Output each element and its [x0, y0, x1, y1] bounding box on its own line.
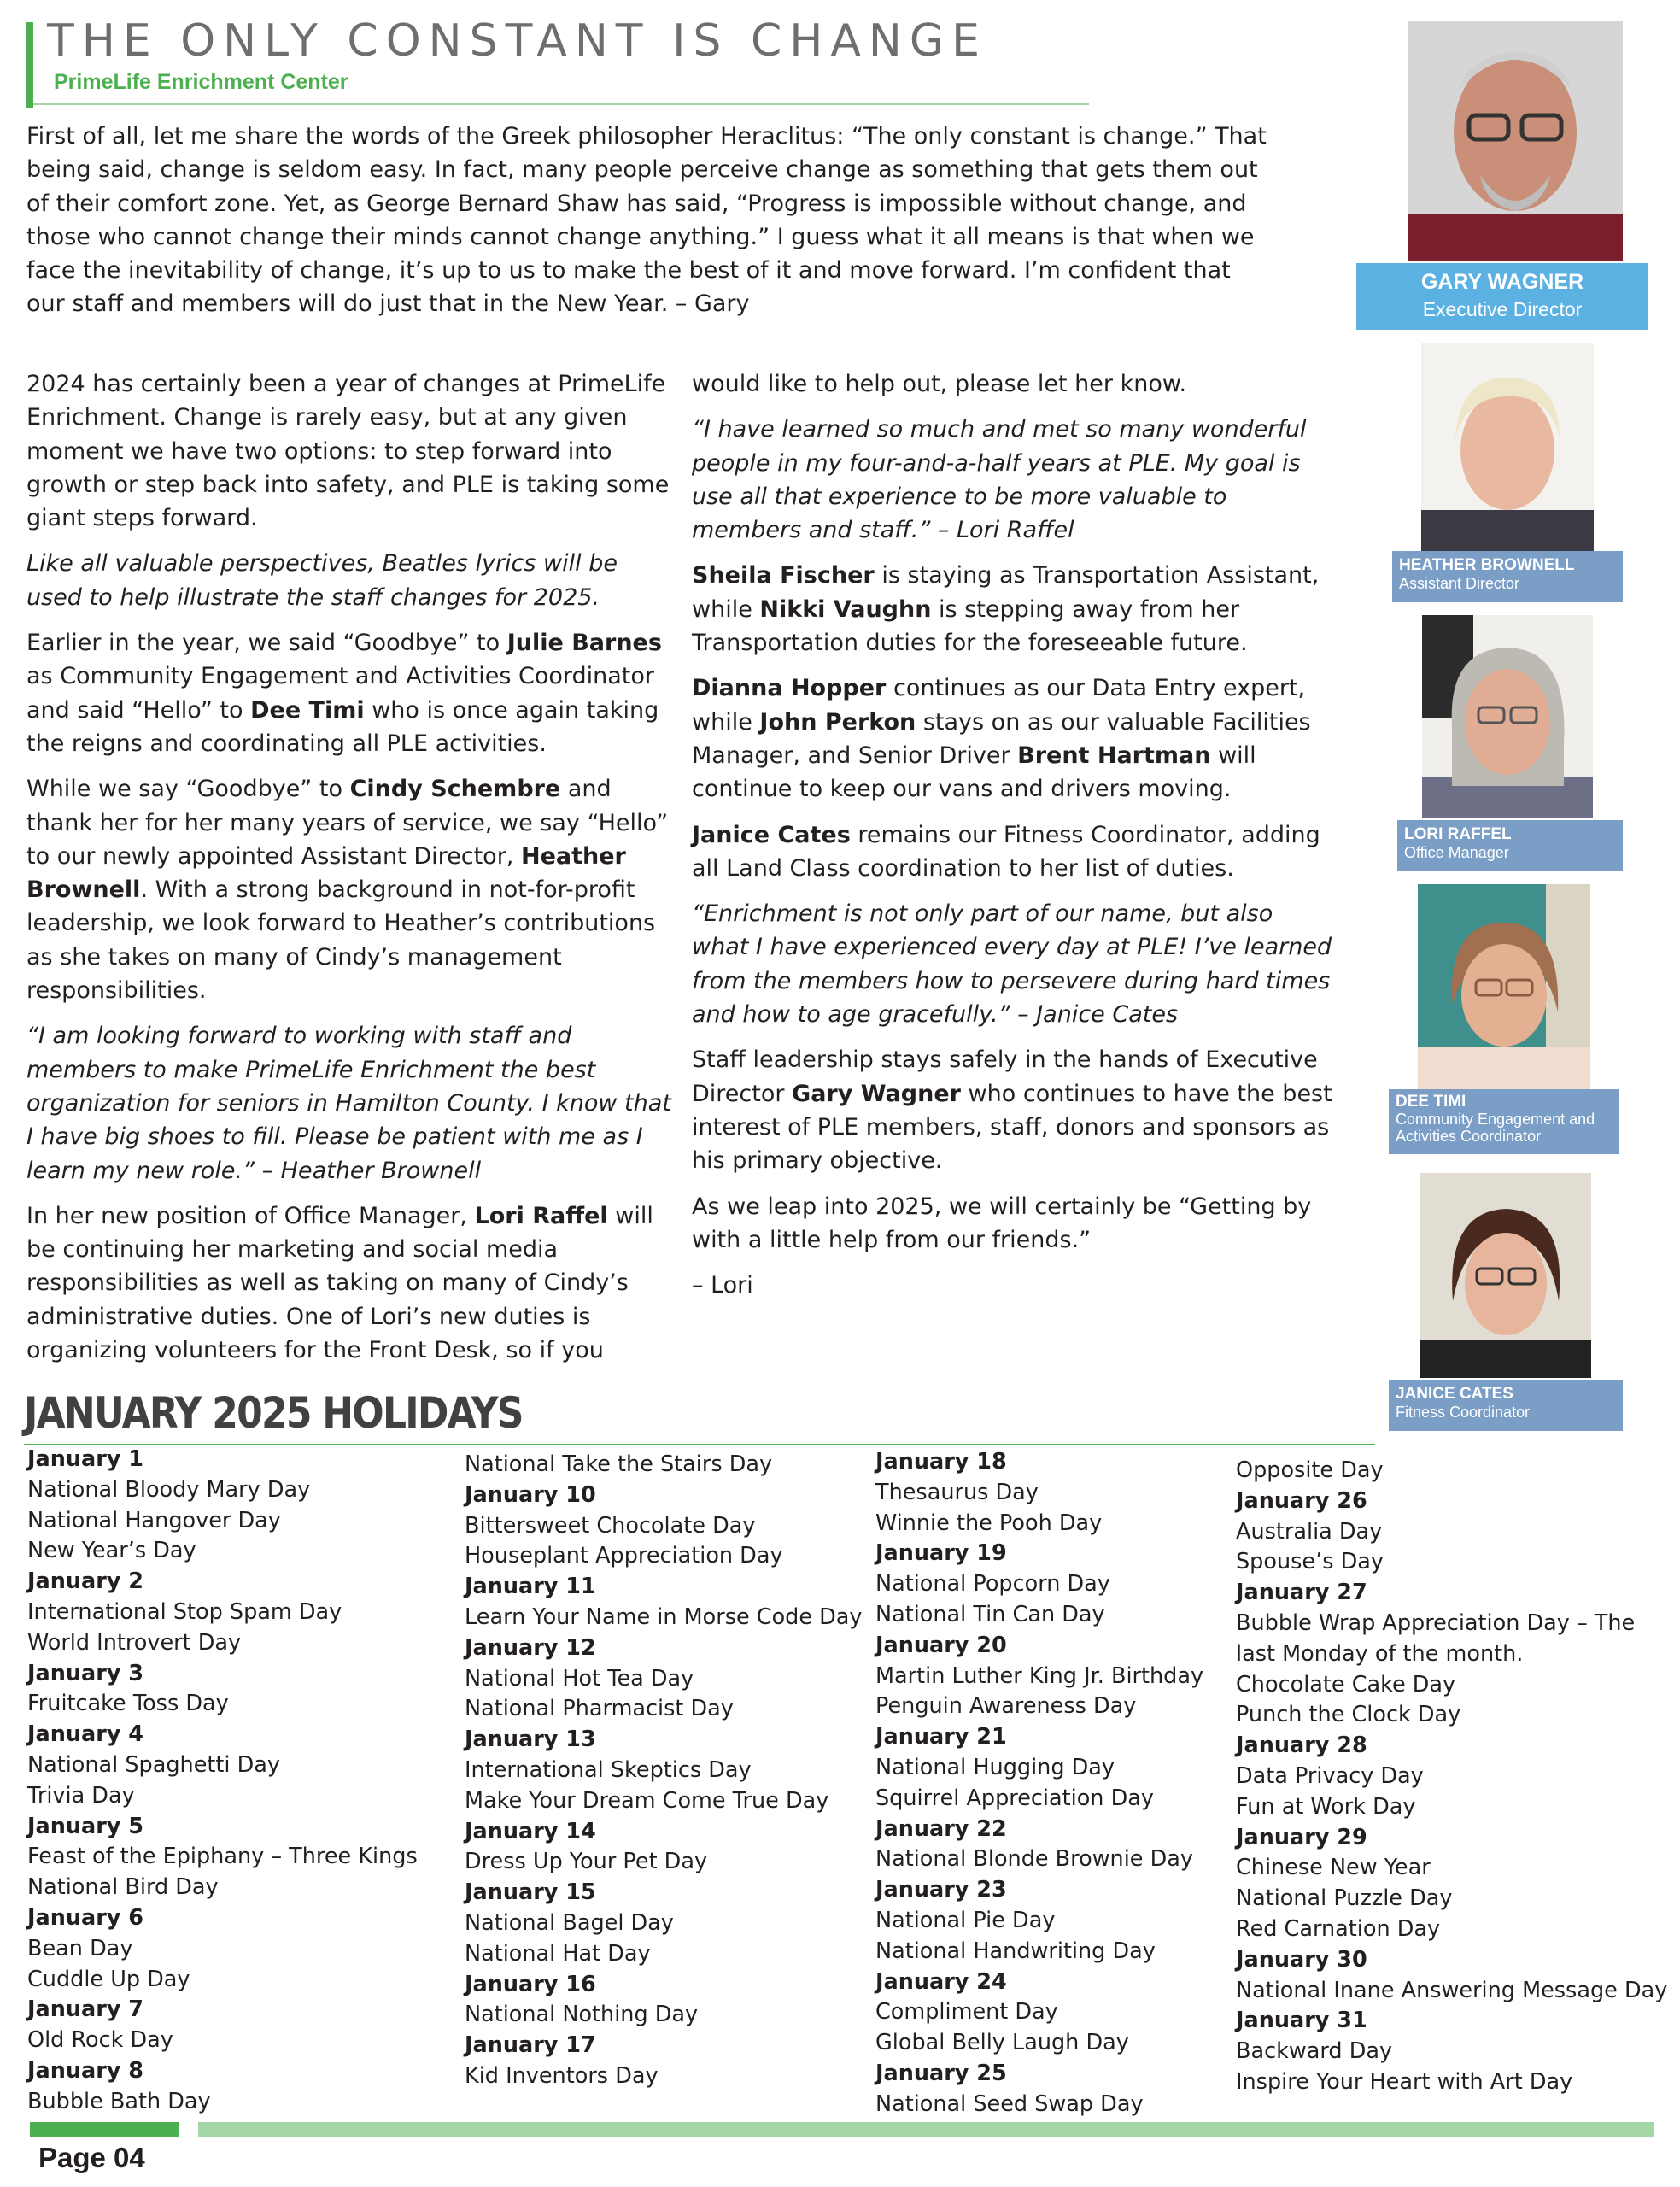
holiday-name: Martin Luther King Jr. Birthday — [875, 1662, 1204, 1689]
staff-caption-dee-timi — [1389, 1089, 1619, 1154]
holiday-date: January 8 — [27, 2057, 144, 2084]
holiday-date: January 10 — [465, 1481, 596, 1508]
staff-name-mention: Dee Timi — [250, 696, 365, 724]
body-paragraph — [26, 626, 676, 760]
holidays-heading: JANUARY 2025 HOLIDAYS — [24, 1388, 523, 1438]
text-run: “I have learned so much and met so many wonderful people in my four-and-a-half years at PLE. My goal is use all that experience to be more valuable to members and staff.” – Lori Raffel — [692, 416, 1307, 544]
holiday-name: National Handwriting Day — [875, 1938, 1156, 1964]
holiday-name: Red Carnation Day — [1236, 1915, 1441, 1942]
holiday-date: January 20 — [875, 1632, 1007, 1658]
staff-name-mention: Julie Barnes — [506, 630, 662, 657]
body-paragraph — [692, 1043, 1332, 1177]
holiday-date: January 24 — [875, 1968, 1007, 1995]
header-divider — [33, 103, 1089, 105]
staff-name-mention: Cindy Schembre — [349, 776, 561, 803]
text-run: is stepping away from her Transportation duties for the foreseeable future. — [692, 595, 1248, 657]
holiday-name: Squirrel Appreciation Day — [875, 1785, 1154, 1811]
holiday-name: Cuddle Up Day — [27, 1966, 190, 1992]
holiday-name: National Hat Day — [465, 1940, 651, 1967]
staff-name-mention: Gary Wagner — [792, 1080, 961, 1107]
staff-name-mention: Nikki Vaughn — [759, 595, 932, 623]
staff-caption-heather-brownell — [1392, 551, 1623, 602]
holiday-date: January 2 — [27, 1568, 144, 1595]
staff-name-mention: Dianna Hopper — [692, 675, 887, 702]
holiday-name: National Take the Stairs Day — [465, 1451, 773, 1477]
holiday-name: Bittersweet Chocolate Day — [465, 1512, 756, 1539]
text-run: as Community Engagement and Activities Coordinator and said “Hello” to — [26, 663, 654, 724]
holiday-date: January 21 — [875, 1724, 1007, 1750]
footer-rule — [198, 2122, 1654, 2137]
holiday-name: Data Privacy Day — [1236, 1762, 1424, 1789]
intro-paragraph: First of all, let me share the words of the Greek philosopher Heraclitus: “The only constant is change.” That being said, change is seldom easy. In fact, many people perceive change as something that gets them out of their comfort zone. Yet, as George Bernard Shaw has said, “Progress is impossible without change, and those who cannot change their minds cannot change anything.” I guess what it all means is that when we face the inevitability of change, it’s up to us to make the best of it and move forward. I’m confident that our staff and members will do just that in the New Year. – Gary — [26, 123, 1267, 318]
staff-photo-janice-cates — [1420, 1173, 1591, 1378]
body-paragraph — [692, 818, 1332, 886]
text-run: will be continuing her marketing and social media responsibilities as well as taking on many of Cindy’s administrative duties. One of Lori’s new duties is organizing volunteers for the Front Desk, so if you — [26, 1202, 653, 1364]
holiday-name: Global Belly Laugh Day — [875, 2030, 1129, 2056]
text-run: stays on as our valuable Facilities Manager, and Senior Driver — [692, 708, 1311, 769]
holiday-date: January 19 — [875, 1540, 1007, 1567]
staff-role: Assistant Director — [1399, 575, 1520, 592]
text-run: “I am looking forward to working with staff and members to make PrimeLife Enrichment the best organization for seniors in Hamilton County. I know that I have big shoes to fill. Please be patient with me as I learn my new role.” – Heather Brownell — [26, 1023, 671, 1184]
holiday-date: January 13 — [465, 1727, 596, 1753]
staff-name-mention: Lori Raffel — [474, 1202, 608, 1229]
holidays-column-3 — [875, 1447, 1203, 2120]
holiday-name: Dress Up Your Pet Day — [465, 1849, 708, 1875]
portrait-image — [1420, 1173, 1591, 1378]
holiday-name: National Bird Day — [27, 1874, 219, 1901]
holiday-date: January 26 — [1236, 1487, 1367, 1514]
holiday-name: last Monday of the month. — [1236, 1640, 1524, 1667]
staff-role: Community Engagement and Activities Coordinator — [1396, 1111, 1595, 1145]
text-run: 2024 has certainly been a year of changes at PrimeLife Enrichment. Change is rarely easy, but at any given moment we have two options: to step forward into growth or step back into safety, and PLE is taking some giant steps forward. — [26, 371, 670, 532]
staff-caption-lori-raffel — [1397, 820, 1623, 871]
text-run: In her new position of Office Manager, — [26, 1202, 475, 1229]
staff-name: DEE TIMI — [1396, 1093, 1466, 1111]
holiday-name: National Nothing Day — [465, 2002, 699, 2028]
holiday-date: January 28 — [1236, 1733, 1367, 1759]
holiday-name: National Popcorn Day — [875, 1571, 1110, 1598]
header-accent-bar — [26, 22, 33, 108]
holiday-name: Feast of the Epiphany – Three Kings — [27, 1844, 418, 1870]
holiday-date: January 27 — [1236, 1580, 1367, 1606]
holiday-name: National Pie Day — [875, 1907, 1056, 1933]
staff-name-mention: John Perkon — [759, 708, 916, 736]
holiday-name: National Pharmacist Day — [465, 1696, 734, 1722]
page-subtitle: PrimeLife Enrichment Center — [54, 70, 348, 94]
portrait-image — [1422, 615, 1593, 818]
holiday-name: Old Rock Day — [27, 2027, 173, 2054]
text-run: . With a strong background in not-for-profit leadership, we look forward to Heather’s contributions as she takes on many of Cindy’s management responsibilities. — [26, 877, 656, 1005]
holiday-name: National Blonde Brownie Day — [875, 1846, 1193, 1873]
holiday-name: Penguin Awareness Day — [875, 1693, 1137, 1720]
holiday-name: Houseplant Appreciation Day — [465, 1543, 783, 1569]
quote-paragraph — [692, 897, 1332, 1031]
body-paragraph — [26, 367, 676, 535]
staff-photo-lori-raffel — [1422, 615, 1593, 818]
text-run: and thank her for her many years of service, we say “Hello” to our newly appointed Assistant Director, — [26, 776, 669, 870]
holiday-name: Australia Day — [1236, 1518, 1383, 1545]
holiday-date: January 3 — [27, 1660, 144, 1686]
text-run: “Enrichment is not only part of our name, but also what I have experienced every day at PLE! I’ve learned from the members how to persevere during hard times and how to age gracefully.” – Janice Cates — [692, 900, 1332, 1029]
holiday-name: National Seed Swap Day — [875, 2090, 1144, 2117]
holiday-name: National Hot Tea Day — [465, 1665, 694, 1692]
staff-role: Executive Director — [1422, 298, 1583, 320]
staff-caption-gary-wagner — [1356, 263, 1648, 330]
portrait-image — [1418, 884, 1590, 1091]
holiday-date: January 4 — [27, 1721, 144, 1748]
page-number: Page 04 — [38, 2142, 145, 2173]
staff-name: HEATHER BROWNELL — [1399, 556, 1575, 574]
staff-role: Fitness Coordinator — [1396, 1404, 1531, 1421]
holiday-date: January 1 — [27, 1446, 144, 1472]
footer-accent-bar — [30, 2122, 179, 2137]
holiday-name: Bean Day — [27, 1935, 133, 1961]
holiday-name: Winnie the Pooh Day — [875, 1510, 1103, 1536]
staff-name: GARY WAGNER — [1420, 270, 1584, 294]
text-run: is staying as Transportation Assistant, while — [692, 562, 1320, 623]
text-run: who continues to have the best interest of PLE members, staff, donors and sponsors as his primary objective. — [692, 1080, 1332, 1175]
holiday-name: Chocolate Cake Day — [1236, 1671, 1456, 1697]
holiday-name: World Introvert Day — [27, 1629, 242, 1656]
staff-photo-gary-wagner — [1408, 21, 1623, 261]
text-run: Earlier in the year, we said “Goodbye” to — [26, 630, 507, 657]
holiday-date: January 7 — [27, 1996, 144, 2023]
staff-name: LORI RAFFEL — [1404, 825, 1512, 843]
holiday-name: Bubble Wrap Appreciation Day – The — [1236, 1609, 1636, 1636]
holiday-name: National Tin Can Day — [875, 1601, 1105, 1627]
holiday-date: January 6 — [27, 1904, 144, 1931]
holiday-date: January 17 — [465, 2032, 596, 2059]
staff-caption-janice-cates — [1389, 1380, 1623, 1431]
holidays-column-4 — [1236, 1456, 1667, 2098]
text-run: – Lori — [692, 1272, 753, 1299]
holiday-name: Backward Day — [1236, 2038, 1393, 2065]
holiday-date: January 15 — [465, 1879, 596, 1906]
holiday-name: National Inane Answering Message Day — [1236, 1977, 1668, 2003]
holiday-name: Punch the Clock Day — [1236, 1702, 1461, 1728]
quote-paragraph — [26, 1019, 676, 1187]
holiday-name: National Bloody Mary Day — [27, 1476, 311, 1503]
holiday-name: International Stop Spam Day — [27, 1598, 342, 1625]
holiday-name: Compliment Day — [875, 1999, 1058, 2026]
staff-photo-heather-brownell — [1421, 343, 1594, 553]
page-title: THE ONLY CONSTANT IS CHANGE — [47, 15, 987, 67]
staff-photo-dee-timi — [1418, 884, 1590, 1091]
holiday-name: Fruitcake Toss Day — [27, 1691, 229, 1717]
holiday-name: National Puzzle Day — [1236, 1885, 1453, 1912]
holiday-name: New Year’s Day — [27, 1538, 196, 1564]
staff-name: JANICE CATES — [1396, 1385, 1513, 1403]
holiday-date: January 23 — [875, 1877, 1007, 1903]
holiday-name: Inspire Your Heart with Art Day — [1236, 2068, 1573, 2095]
text-run: Staff leadership stays safely in the hands of Executive Director — [692, 1047, 1318, 1107]
staff-name-mention: Sheila Fischer — [692, 562, 875, 589]
holiday-name: Learn Your Name in Morse Code Day — [465, 1604, 863, 1630]
body-paragraph — [692, 1269, 1332, 1302]
body-paragraph — [26, 1199, 676, 1367]
holiday-date: January 30 — [1236, 1946, 1367, 1973]
holiday-name: National Hugging Day — [875, 1754, 1115, 1780]
holiday-name: Bubble Bath Day — [27, 2088, 211, 2114]
body-paragraph — [26, 772, 676, 1007]
holiday-date: January 25 — [875, 2060, 1007, 2086]
holiday-name: Trivia Day — [27, 1782, 135, 1809]
holiday-name: Make Your Dream Come True Day — [465, 1787, 829, 1814]
staff-name-mention: Brent Hartman — [1017, 742, 1211, 769]
article-column-2 — [692, 367, 1332, 1314]
holiday-name: Kid Inventors Day — [465, 2062, 659, 2089]
text-run: While we say “Goodbye” to — [26, 776, 350, 803]
staff-role: Office Manager — [1404, 844, 1509, 861]
portrait-image — [1408, 21, 1623, 261]
holidays-column-1 — [27, 1445, 418, 2118]
article-column-1 — [26, 367, 676, 1379]
quote-paragraph — [26, 547, 676, 614]
text-run: will continue to keep our vans and drivers moving. — [692, 742, 1256, 803]
body-paragraph — [692, 1190, 1332, 1258]
holiday-name: Chinese New Year — [1236, 1855, 1431, 1881]
text-run: continues as our Data Entry expert, while — [692, 675, 1306, 736]
holiday-name: National Spaghetti Day — [27, 1751, 280, 1778]
holidays-column-2 — [465, 1450, 863, 2092]
text-run: remains our Fitness Coordinator, adding all Land Class coordination to her list of duties. — [692, 821, 1320, 882]
holiday-date: January 16 — [465, 1971, 596, 1997]
text-run: As we leap into 2025, we will certainly be “Getting by with a little help from our friends.” — [692, 1193, 1312, 1253]
holiday-name: Opposite Day — [1236, 1457, 1384, 1483]
body-paragraph — [692, 367, 1332, 401]
holiday-name: National Hangover Day — [27, 1507, 281, 1533]
holiday-date: January 18 — [875, 1449, 1007, 1475]
holiday-date: January 29 — [1236, 1824, 1367, 1850]
holiday-name: International Skeptics Day — [465, 1756, 752, 1783]
holiday-date: January 31 — [1236, 2008, 1367, 2034]
body-paragraph — [692, 559, 1332, 660]
text-run: who is once again taking the reigns and coordinating all PLE activities. — [26, 696, 659, 757]
holiday-name: Fun at Work Day — [1236, 1793, 1416, 1820]
staff-name-mention: Janice Cates — [692, 821, 851, 848]
quote-paragraph — [692, 413, 1332, 547]
text-run: would like to help out, please let her know. — [692, 371, 1187, 397]
text-run: Like all valuable perspectives, Beatles lyrics will be used to help illustrate the staff changes for 2025. — [26, 550, 618, 611]
holiday-date: January 12 — [465, 1634, 596, 1661]
holiday-date: January 11 — [465, 1574, 596, 1600]
body-paragraph — [692, 671, 1332, 806]
holiday-date: January 5 — [27, 1813, 144, 1839]
holiday-name: Thesaurus Day — [875, 1479, 1039, 1505]
holiday-name: National Bagel Day — [465, 1909, 674, 1936]
holiday-date: January 22 — [875, 1815, 1007, 1842]
portrait-image — [1421, 343, 1594, 553]
staff-name-mention: Heather Brownell — [26, 842, 626, 904]
holiday-date: January 14 — [465, 1818, 596, 1844]
holiday-name: Spouse’s Day — [1236, 1549, 1384, 1575]
